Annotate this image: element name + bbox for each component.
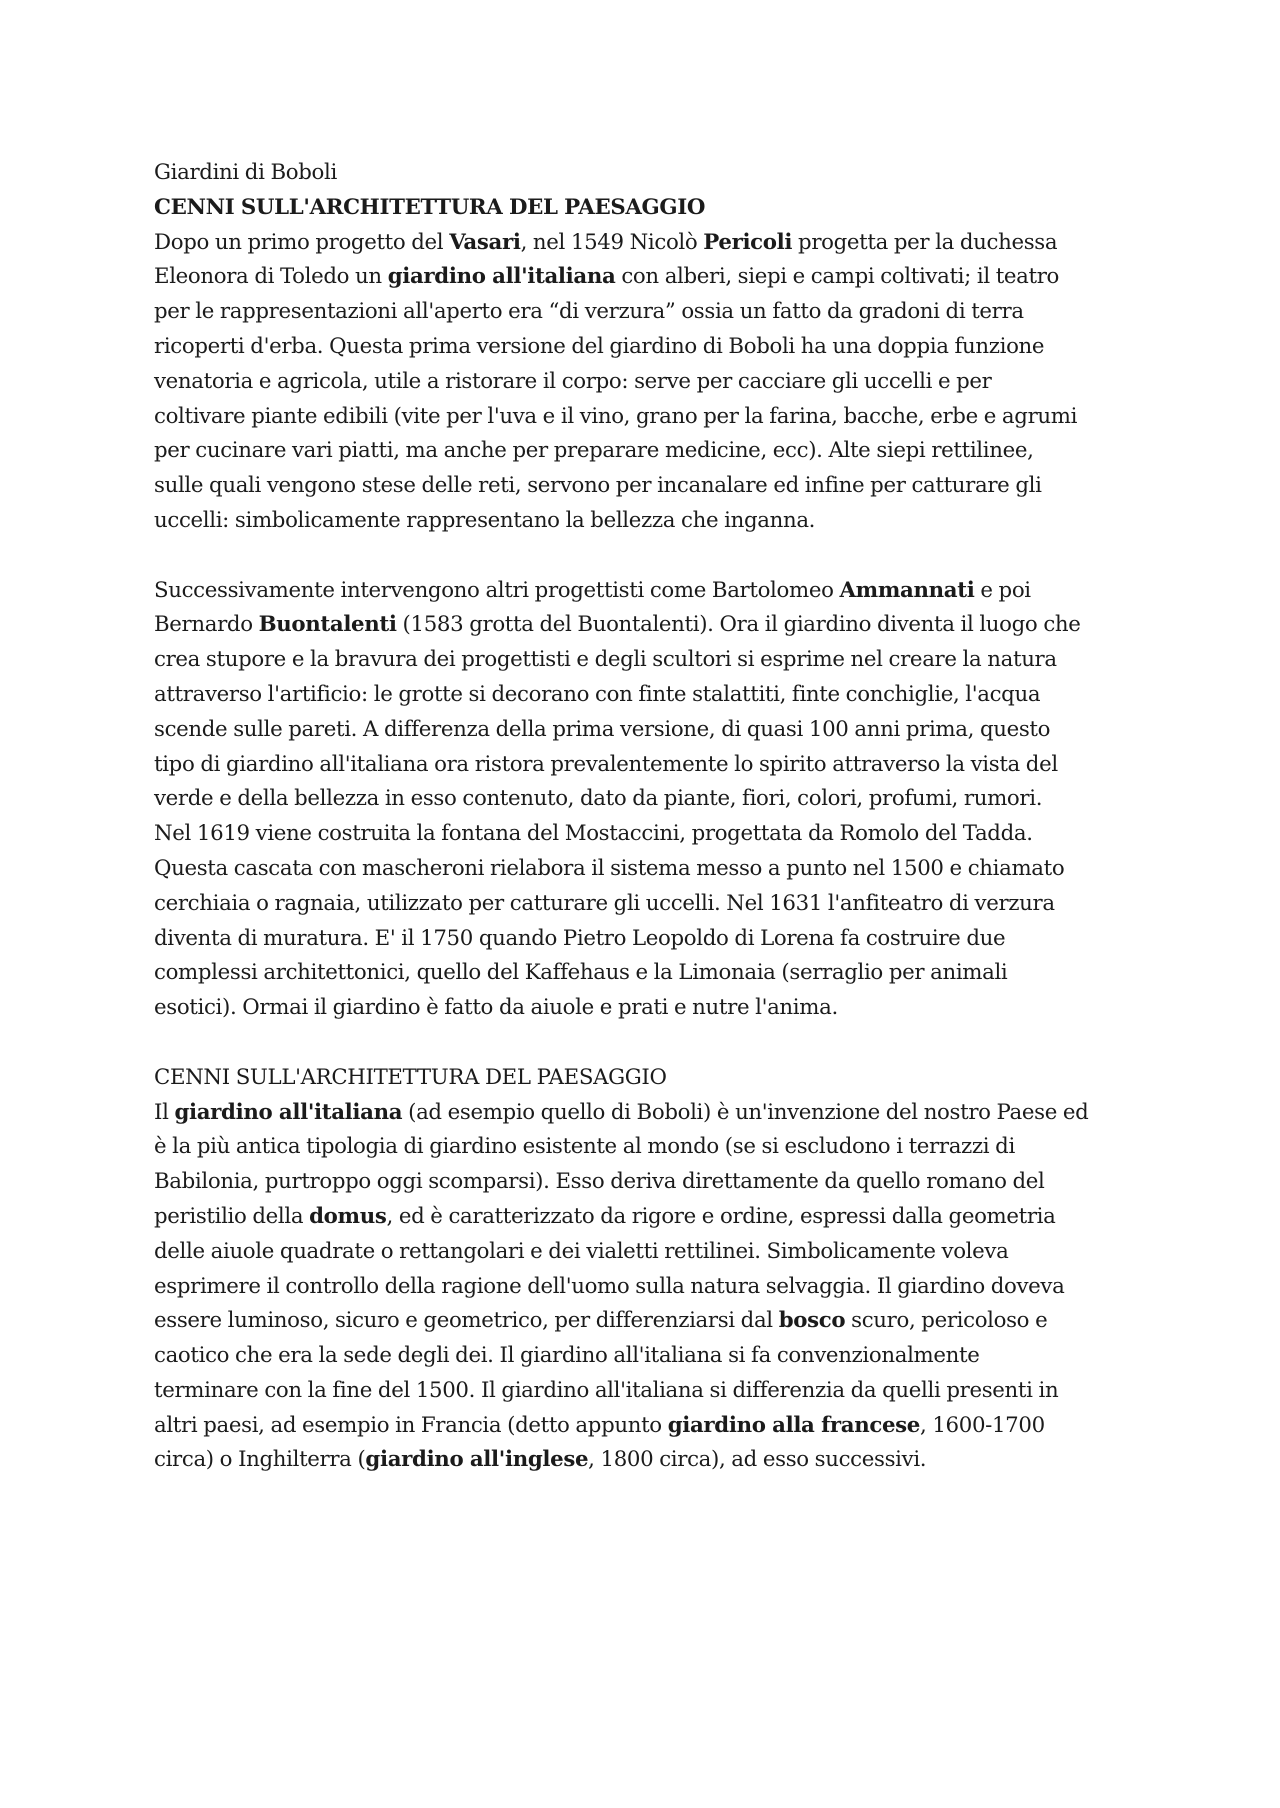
text-run: con alberi, siepi e campi coltivati; il teatro xyxy=(615,264,1060,290)
text-run: Successivamente intervengono altri progettisti come Bartolomeo xyxy=(154,577,840,603)
text-run: caotico che era la sede degli dei. Il giardino all'italiana si fa convenzionalmente xyxy=(154,1343,980,1369)
text-run: crea stupore e la bravura dei progettisti e degli scultori si esprime nel creare la natura xyxy=(154,647,1057,673)
text-run: attraverso l'artificio: le grotte si decorano con finte stalattiti, finte conchiglie, l'acqua xyxy=(154,681,1041,707)
text-run: scuro, pericoloso e xyxy=(845,1308,1048,1334)
bold-term: Ammannati xyxy=(839,577,975,603)
text-line xyxy=(154,608,1144,643)
text-run: uccelli: simbolicamente rappresentano la bellezza che inganna. xyxy=(154,507,816,533)
text-run: (ad esempio quello di Boboli) è un'invenzione del nostro Paese ed xyxy=(402,1099,1089,1125)
text-run: cerchiaia o ragnaia, utilizzato per catturare gli uccelli. Nel 1631 l'anfiteatro di verzura xyxy=(154,890,1055,916)
text-run: tipo di giardino all'italiana ora ristora prevalentemente lo spirito attraverso la vista del xyxy=(154,751,1058,777)
text-run: esprimere il controllo della ragione dell'uomo sulla natura selvaggia. Il giardino doveva xyxy=(154,1273,1065,1299)
paragraph-2 xyxy=(154,574,1144,1026)
text-run: , 1800 circa), ad esso successivi. xyxy=(588,1447,927,1473)
text-line xyxy=(154,574,1144,609)
text-run: verde e della bellezza in esso contenuto, dato da piante, fiori, colori, profumi, rumori. xyxy=(154,786,1043,812)
bold-term: Vasari xyxy=(449,229,521,255)
text-run: per le rappresentazioni all'aperto era “di verzura” ossia un fatto da gradoni di terra xyxy=(154,299,1024,325)
text-line xyxy=(154,643,1144,678)
text-run: , nel 1549 Nicolò xyxy=(520,229,704,255)
text-run: delle aiuole quadrate o rettangolari e dei vialetti rettilinei. Simbolicamente voleva xyxy=(154,1238,1009,1264)
bold-term: giardino alla francese xyxy=(667,1412,920,1438)
text-line xyxy=(154,782,1144,817)
text-run: Nel 1619 viene costruita la fontana del Mostaccini, progettata da Romolo del Tadda. xyxy=(154,821,1033,847)
text-run: venatoria e agricola, utile a ristorare il corpo: serve per cacciare gli uccelli e per xyxy=(154,368,992,394)
text-run: e poi xyxy=(974,577,1031,603)
text-line xyxy=(154,1235,1144,1270)
text-run: Dopo un primo progetto del xyxy=(154,229,450,255)
text-run: Babilonia, purtroppo oggi scomparsi). Esso deriva direttamente da quello romano del xyxy=(154,1169,1045,1195)
text-line xyxy=(154,295,1144,330)
paragraph-3 xyxy=(154,1096,1144,1479)
text-line xyxy=(154,852,1144,887)
text-line xyxy=(154,1130,1144,1165)
text-run: , ed è caratterizzato da rigore e ordine, espressi dalla geometria xyxy=(386,1203,1056,1229)
text-line xyxy=(154,1304,1144,1339)
text-line xyxy=(154,1165,1144,1200)
bold-term: giardino all'inglese xyxy=(365,1447,589,1473)
text-run: circa) o Inghilterra ( xyxy=(154,1447,366,1473)
text-run: sulle quali vengono stese delle reti, servono per incanalare ed infine per catturare gli xyxy=(154,473,1042,499)
text-line xyxy=(154,365,1144,400)
text-line xyxy=(154,817,1144,852)
text-line xyxy=(154,226,1144,261)
paragraph-spacer xyxy=(154,539,1144,574)
text-line xyxy=(154,469,1144,504)
text-run: terminare con la fine del 1500. Il giardino all'italiana si differenzia da quelli presenti in xyxy=(154,1377,1059,1403)
bold-term: Pericoli xyxy=(703,229,793,255)
text-line xyxy=(154,956,1144,991)
paragraph-spacer xyxy=(154,1026,1144,1061)
text-run: ricoperti d'erba. Questa prima versione del giardino di Boboli ha una doppia funzione xyxy=(154,333,1045,359)
bold-term: giardino all'italiana xyxy=(174,1099,403,1125)
text-line xyxy=(154,1200,1144,1235)
text-line xyxy=(154,400,1144,435)
bold-term: Buontalenti xyxy=(258,612,397,638)
text-line xyxy=(154,991,1144,1026)
text-run: Bernardo xyxy=(154,612,259,638)
text-line xyxy=(154,678,1144,713)
text-run: scende sulle pareti. A differenza della prima versione, di quasi 100 anni prima, questo xyxy=(154,716,1051,742)
text-line xyxy=(154,434,1144,469)
document-heading: CENNI SULL'ARCHITETTURA DEL PAESAGGIO xyxy=(154,194,706,220)
text-run: Eleonora di Toledo un xyxy=(154,264,388,290)
text-run: esotici). Ormai il giardino è fatto da aiuole e prati e nutre l'anima. xyxy=(154,995,838,1021)
bold-term: bosco xyxy=(778,1308,846,1334)
text-run: peristilio della xyxy=(154,1203,310,1229)
document-title: Giardini di Boboli xyxy=(154,160,337,185)
text-line xyxy=(154,922,1144,957)
text-run: per cucinare vari piatti, ma anche per preparare medicine, ecc). Alte siepi rettilinee, xyxy=(154,438,1034,464)
text-line xyxy=(154,504,1144,539)
document-page xyxy=(154,156,1144,1478)
text-run: altri paesi, ad esempio in Francia (detto appunto xyxy=(154,1412,668,1438)
bold-term: domus xyxy=(309,1203,387,1229)
text-line xyxy=(154,1096,1144,1131)
text-run: complessi architettonici, quello del Kaffehaus e la Limonaia (serraglio per animali xyxy=(154,960,1008,986)
section-2-heading: CENNI SULL'ARCHITETTURA DEL PAESAGGIO xyxy=(154,1064,667,1090)
text-run: Questa cascata con mascheroni rielabora il sistema messo a punto nel 1500 e chiamato xyxy=(154,855,1065,881)
text-line xyxy=(154,887,1144,922)
paragraph-1 xyxy=(154,226,1144,539)
text-line xyxy=(154,713,1144,748)
text-run: Il xyxy=(154,1099,175,1125)
text-run: è la più antica tipologia di giardino esistente al mondo (se si escludono i terrazzi di xyxy=(154,1134,1015,1160)
text-line xyxy=(154,1270,1144,1305)
bold-term: giardino all'italiana xyxy=(387,264,616,290)
text-run: essere luminoso, sicuro e geometrico, per differenziarsi dal xyxy=(154,1308,779,1334)
text-run: , 1600-1700 xyxy=(920,1412,1045,1438)
text-line xyxy=(154,260,1144,295)
text-line xyxy=(154,1409,1144,1444)
text-line xyxy=(154,1339,1144,1374)
text-run: (1583 grotta del Buontalenti). Ora il giardino diventa il luogo che xyxy=(396,612,1081,638)
text-run: coltivare piante edibili (vite per l'uva e il vino, grano per la farina, bacche, erbe e agrumi xyxy=(154,403,1078,429)
text-run: diventa di muratura. E' il 1750 quando Pietro Leopoldo di Lorena fa costruire due xyxy=(154,925,1006,951)
text-line xyxy=(154,330,1144,365)
text-run: progetta per la duchessa xyxy=(792,229,1058,255)
text-line xyxy=(154,1443,1144,1478)
text-line xyxy=(154,1374,1144,1409)
text-line xyxy=(154,748,1144,783)
